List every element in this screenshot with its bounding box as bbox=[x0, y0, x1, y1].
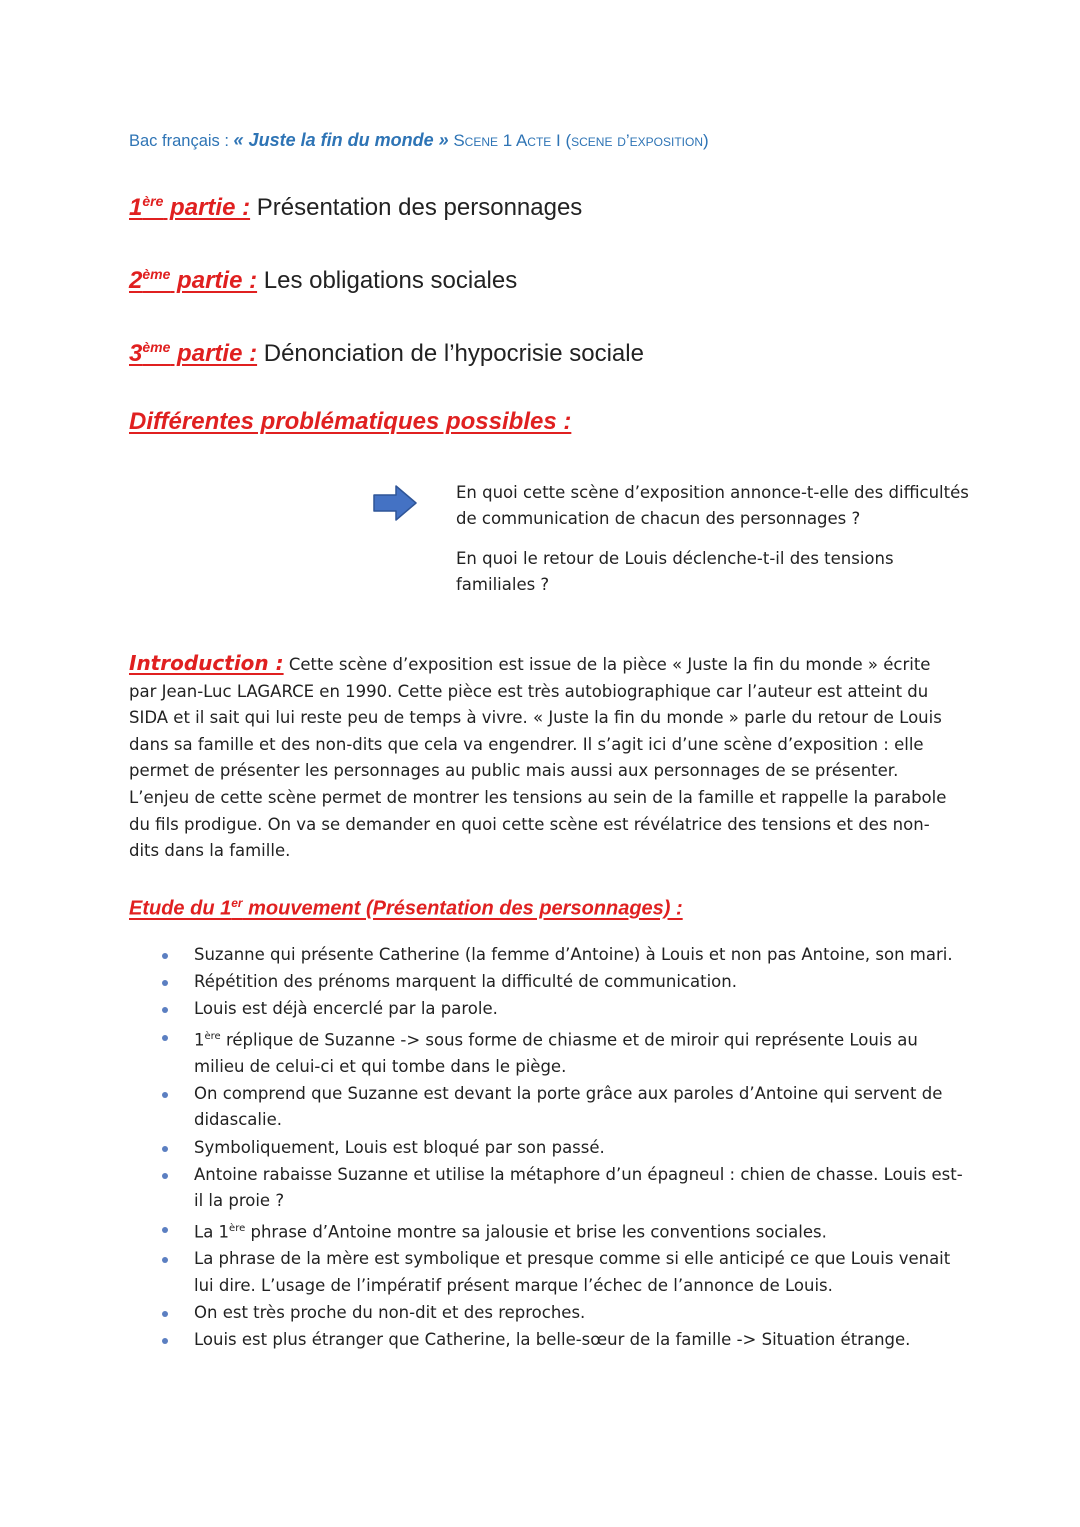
part-2 bbox=[129, 266, 517, 295]
header-subject: Bac français : bbox=[129, 132, 234, 150]
list-item: On est très proche du non-dit et des reproches. bbox=[156, 1300, 966, 1327]
list-item: Répétition des prénoms marquent la difficulté de communication. bbox=[156, 969, 966, 996]
document-header bbox=[129, 130, 709, 151]
header-scene: Scene 1 Acte I (scene d’exposition) bbox=[448, 131, 709, 150]
part-1 bbox=[129, 193, 582, 222]
bullet-icon bbox=[162, 1173, 168, 1179]
introduction-label: Introduction : bbox=[129, 651, 284, 675]
bullet-icon bbox=[162, 1311, 168, 1317]
bullet-icon bbox=[162, 1338, 168, 1344]
list-item: 1ère réplique de Suzanne -> sous forme de chiasme et de miroir qui représente Louis au milieu de celui-ci et qui tombe dans le piège. bbox=[156, 1024, 966, 1081]
bullet-icon bbox=[162, 1257, 168, 1263]
etude-heading: Etude du 1er mouvement (Présentation des personnages) : bbox=[129, 896, 683, 920]
list-item: Suzanne qui présente Catherine (la femme d’Antoine) à Louis et non pas Antoine, son mari. bbox=[156, 942, 966, 969]
part-3 bbox=[129, 339, 644, 368]
bullet-icon bbox=[162, 953, 168, 959]
introduction bbox=[129, 650, 959, 865]
list-item: Symboliquement, Louis est bloqué par son passé. bbox=[156, 1135, 966, 1162]
question-1: En quoi cette scène d’exposition annonce-t-elle des difficultés de communication de chacun des personnages ? bbox=[456, 483, 969, 528]
list-item: Louis est plus étranger que Catherine, la belle-sœur de la famille -> Situation étrange. bbox=[156, 1327, 966, 1354]
part-3-label: 3ème partie : bbox=[129, 339, 258, 367]
right-arrow-icon bbox=[372, 484, 418, 522]
list-item: La 1ère phrase d’Antoine montre sa jalousie et brise les conventions sociales. bbox=[156, 1216, 966, 1246]
part-2-text: Les obligations sociales bbox=[257, 267, 518, 294]
etude-bullet-list bbox=[156, 942, 966, 1354]
bullet-icon bbox=[162, 1092, 168, 1098]
part-1-label: 1ère partie : bbox=[129, 193, 251, 221]
bullet-icon bbox=[162, 1146, 168, 1152]
bullet-icon bbox=[162, 1227, 168, 1233]
list-item: On comprend que Suzanne est devant la porte grâce aux paroles d’Antoine qui servent de didascalie. bbox=[156, 1081, 966, 1134]
list-item: Antoine rabaisse Suzanne et utilise la métaphore d’un épagneul : chien de chasse. Louis est-il la proie ? bbox=[156, 1162, 966, 1215]
question-2: En quoi le retour de Louis déclenche-t-il des tensions familiales ? bbox=[456, 549, 894, 594]
list-item: Louis est déjà encerclé par la parole. bbox=[156, 996, 966, 1023]
part-3-text: Dénonciation de l’hypocrisie sociale bbox=[257, 340, 644, 367]
bullet-icon bbox=[162, 1007, 168, 1013]
header-title: « Juste la fin du monde » bbox=[233, 130, 449, 150]
problematiques-heading: Différentes problématiques possibles : bbox=[129, 408, 572, 435]
bullet-icon bbox=[162, 1035, 168, 1041]
bullet-icon bbox=[162, 980, 168, 986]
list-item: La phrase de la mère est symbolique et presque comme si elle anticipé ce que Louis venait lui dire. L’usage de l’impératif présent marque l’échec de l’annonce de Louis. bbox=[156, 1246, 966, 1299]
introduction-text: Cette scène d’exposition est issue de la pièce « Juste la fin du monde » écrite par Jean-Luc LAGARCE en 1990. Cette pièce est très autobiographique car l’auteur est atteint du SIDA et il sait qui lui reste peu de temps à vivre. « Juste la fin du monde » parle du retour de Louis dans sa famille et des non-dits que cela va engendrer. Il s’agit ici d’une scène d’exposition : elle permet de présenter les personnages au public mais aussi aux personnages de se présenter. L’enjeu de cette scène permet de montrer les tensions au sein de la famille et rappelle la parabole du fils prodigue. On va se demander en quoi cette scène est révélatrice des tensions et des non-dits dans la famille. bbox=[129, 655, 947, 861]
problematiques-list bbox=[456, 480, 976, 612]
part-1-text: Présentation des personnages bbox=[250, 194, 583, 221]
part-2-label: 2ème partie : bbox=[129, 266, 258, 294]
